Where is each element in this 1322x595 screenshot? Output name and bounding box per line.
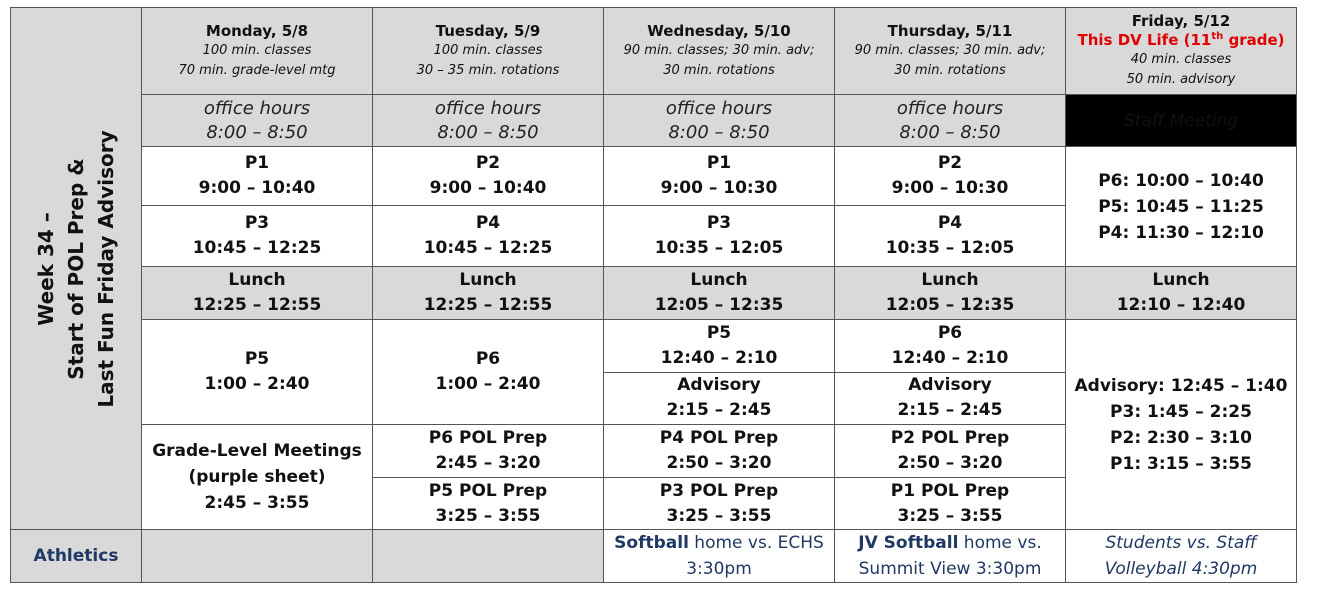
office-hours-tuesday: office hours 8:00 – 8:50 — [373, 95, 604, 147]
day-header-friday: Friday, 5/12 This DV Life (11th grade) 40 min. classes 50 min. advisory — [1066, 8, 1297, 95]
block-thursday-p4: P4 10:35 – 12:05 — [835, 206, 1066, 267]
athletics-tuesday — [373, 530, 604, 583]
block-thursday-p2-pol-prep: P2 POL Prep 2:50 – 3:20 — [835, 424, 1066, 477]
week-label-cell — [11, 8, 142, 530]
lunch-friday: Lunch 12:10 – 12:40 — [1066, 267, 1297, 320]
block-monday-p1: P1 9:00 – 10:40 — [142, 147, 373, 206]
office-hours-monday: office hours 8:00 – 8:50 — [142, 95, 373, 147]
day-header-tuesday: Tuesday, 5/9 100 min. classes 30 – 35 min. rotations — [373, 8, 604, 95]
office-hours-thursday: office hours 8:00 – 8:50 — [835, 95, 1066, 147]
block-wednesday-p4-pol-prep: P4 POL Prep 2:50 – 3:20 — [604, 424, 835, 477]
day-header-wednesday: Wednesday, 5/10 90 min. classes; 30 min. adv; 30 min. rotations — [604, 8, 835, 95]
block-monday-p5: P5 1:00 – 2:40 — [142, 320, 373, 424]
athletics-label: Athletics — [11, 530, 142, 583]
athletics-thursday: JV Softball home vs. Summit View 3:30pm — [835, 530, 1066, 583]
lunch-wednesday: Lunch 12:05 – 12:35 — [604, 267, 835, 320]
friday-special-event: This DV Life (11th grade) — [1077, 31, 1285, 49]
block-monday-grade-level-meetings: Grade-Level Meetings (purple sheet) 2:45 – 3:55 — [142, 424, 373, 529]
lunch-monday: Lunch 12:25 – 12:55 — [142, 267, 373, 320]
lunch-tuesday: Lunch 12:25 – 12:55 — [373, 267, 604, 320]
athletics-friday: Students vs. Staff Volleyball 4:30pm — [1066, 530, 1297, 583]
block-thursday-p2: P2 9:00 – 10:30 — [835, 147, 1066, 206]
block-monday-p3: P3 10:45 – 12:25 — [142, 206, 373, 267]
schedule-table — [10, 7, 1297, 583]
staff-meeting-friday: Staff Meeting — [1066, 95, 1297, 147]
day-header-thursday: Thursday, 5/11 90 min. classes; 30 min. adv; 30 min. rotations — [835, 8, 1066, 95]
block-wednesday-p5: P5 12:40 – 2:10 — [604, 320, 835, 372]
week-label: Week 34 – Start of POL Prep & Last Fun Friday Advisory — [34, 129, 118, 408]
day-header-monday: Monday, 5/8 100 min. classes 70 min. grade-level mtg — [142, 8, 373, 95]
lunch-thursday: Lunch 12:05 – 12:35 — [835, 267, 1066, 320]
block-wednesday-p1: P1 9:00 – 10:30 — [604, 147, 835, 206]
block-tuesday-p2: P2 9:00 – 10:40 — [373, 147, 604, 206]
block-wednesday-p3-pol-prep: P3 POL Prep 3:25 – 3:55 — [604, 478, 835, 530]
block-tuesday-p5-pol-prep: P5 POL Prep 3:25 – 3:55 — [373, 478, 604, 530]
block-thursday-p1-pol-prep: P1 POL Prep 3:25 – 3:55 — [835, 478, 1066, 530]
block-thursday-p6: P6 12:40 – 2:10 — [835, 320, 1066, 372]
block-friday-afternoon: Advisory: 12:45 – 1:40 P3: 1:45 – 2:25 P2: 2:30 – 3:10 P1: 3:15 – 3:55 — [1066, 320, 1297, 530]
block-tuesday-p4: P4 10:45 – 12:25 — [373, 206, 604, 267]
block-wednesday-p3: P3 10:35 – 12:05 — [604, 206, 835, 267]
athletics-monday — [142, 530, 373, 583]
block-wednesday-advisory: Advisory 2:15 – 2:45 — [604, 372, 835, 424]
athletics-wednesday: Softball home vs. ECHS 3:30pm — [604, 530, 835, 583]
block-tuesday-p6: P6 1:00 – 2:40 — [373, 320, 604, 424]
block-friday-morning: P6: 10:00 – 10:40 P5: 10:45 – 11:25 P4: 11:30 – 12:10 — [1066, 147, 1297, 267]
office-hours-wednesday: office hours 8:00 – 8:50 — [604, 95, 835, 147]
block-thursday-advisory: Advisory 2:15 – 2:45 — [835, 372, 1066, 424]
block-tuesday-p6-pol-prep: P6 POL Prep 2:45 – 3:20 — [373, 424, 604, 477]
